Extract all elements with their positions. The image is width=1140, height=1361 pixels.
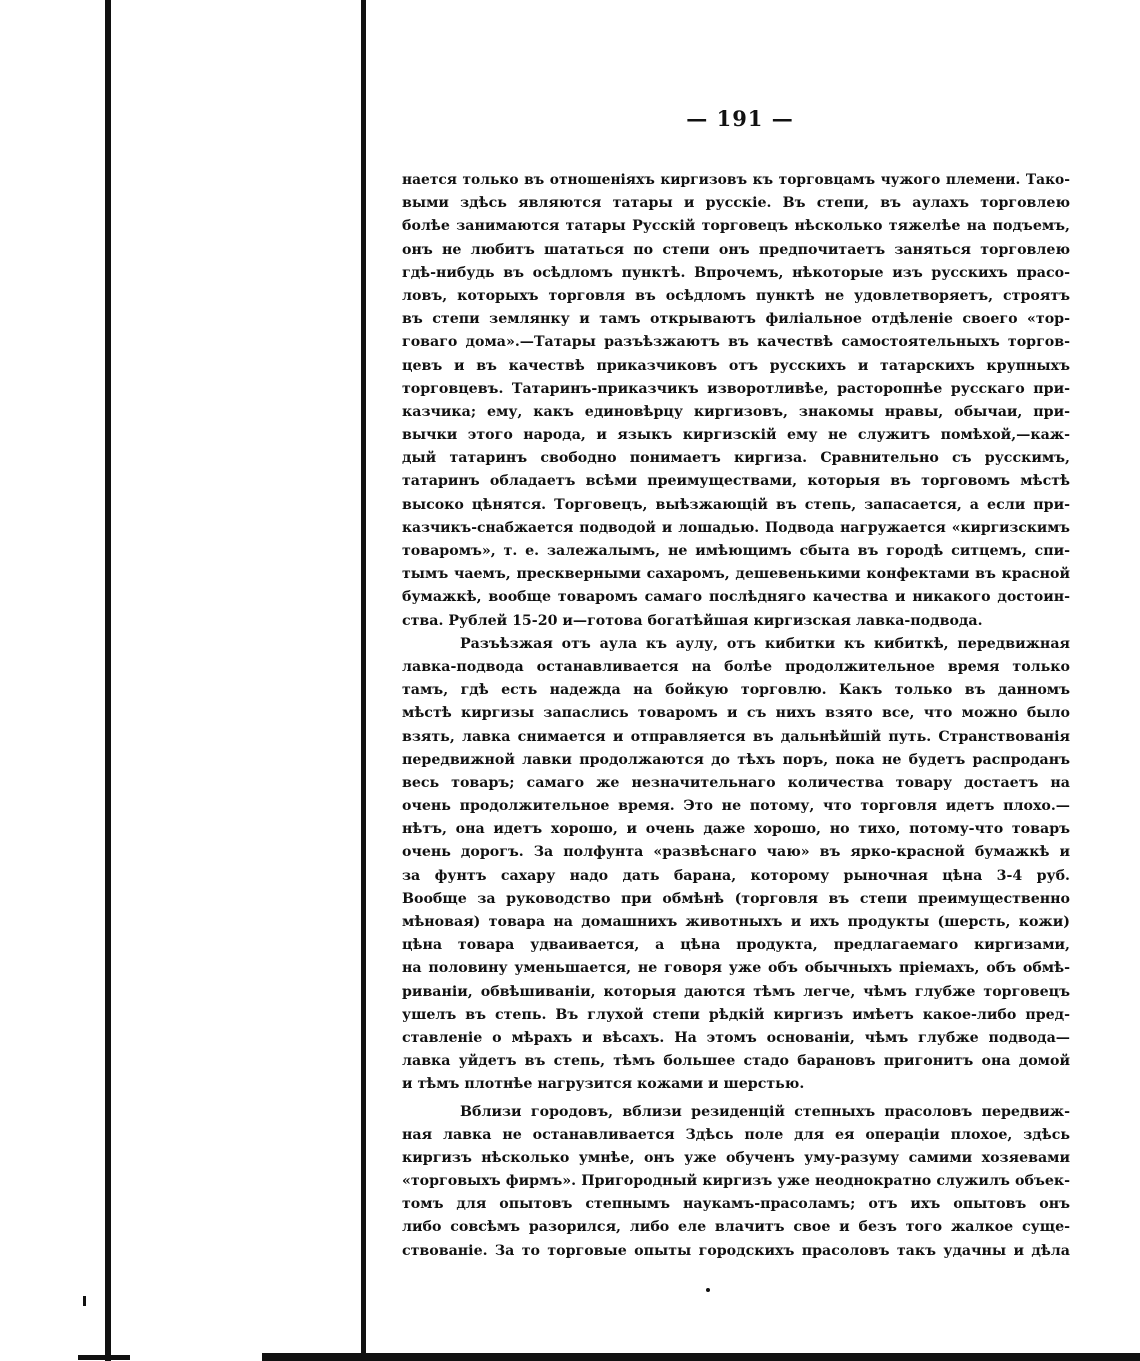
- text-line: за фунтъ сахару надо дать барана, которому рыночная цѣна 3-4 руб.: [402, 867, 1070, 884]
- text-line: нается только въ отношеніяхъ киргизовъ къ торговцамъ чужого племени. Тако-: [402, 172, 1070, 188]
- text-line: ставленіе о мѣрахъ и вѣсахъ. На этомъ основаніи, чѣмъ глубже подвода—: [402, 1029, 1070, 1046]
- text-line: дый татаринъ свободно понимаетъ киргиза. Сравнительно съ русскимъ,: [402, 450, 1070, 467]
- text-line: риваніи, обвѣшиваніи, которыя даются тѣмъ легче, чѣмъ глубже торговецъ: [402, 983, 1070, 1000]
- text-line: говаго дома».—Татары разъѣзжаютъ въ качествѣ самостоятельныхъ торгов-: [402, 334, 1070, 351]
- text-line: ствованіе. За то торговые опыты городскихъ прасоловъ такъ удачны и дѣла: [402, 1242, 1070, 1259]
- text-line: татаринъ обладаетъ всѣми преимуществами, которыя въ торговомъ мѣстѣ: [402, 473, 1070, 490]
- text-line: передвижной лавки продолжаются до тѣхъ поръ, пока не будетъ распроданъ: [402, 751, 1070, 768]
- text-line: ная лавка не останавливается Здѣсь поле для ея операціи плохое, здѣсь: [402, 1126, 1070, 1143]
- left-margin-mark: [83, 1296, 86, 1306]
- text-line: торговцевъ. Татаринъ-приказчикъ изворотливѣе, расторопнѣе русскаго при-: [402, 380, 1070, 397]
- text-line: высоко цѣнятся. Торговецъ, выѣзжающій въ степь, запасается, а если при-: [402, 496, 1070, 513]
- text-line: ушелъ въ степь. Въ глухой степи рѣдкій киргизъ имѣетъ какое-либо пред-: [402, 1006, 1070, 1023]
- text-line: вычки этого народа, и языкъ киргизскій ему не служитъ помѣхой,—каж-: [402, 427, 1070, 444]
- text-line: ловъ, которыхъ торговля въ осѣдломъ пунктѣ не удовлетворяетъ, строятъ: [402, 287, 1070, 304]
- text-line: очень продолжительное время. Это не потому, что торговля идетъ плохо.—: [402, 798, 1070, 815]
- text-line: бумажкѣ, вообще товаромъ самаго послѣдняго качества и никакого достоин-: [402, 589, 1070, 606]
- text-line: гдѣ-нибудь въ осѣдломъ пунктѣ. Впрочемъ, нѣкоторые изъ русскихъ прасо-: [402, 264, 1070, 281]
- text-line: киргизъ нѣсколько умнѣе, онъ уже обученъ уму-разуму самими хозяевами: [402, 1149, 1070, 1166]
- bottom-edge-rule-right: [262, 1353, 1140, 1361]
- text-line: Вблизи городовъ, вблизи резиденцій степныхъ прасоловъ передвиж-: [460, 1103, 1070, 1120]
- text-line: лавка уйдетъ въ степь, тѣмъ большее стадо барановъ пригонитъ она домой: [402, 1053, 1070, 1070]
- text-line: мѣстѣ киргизы запаслись товаромъ и съ нихъ взято все, что можно было: [402, 705, 1070, 722]
- paragraph-1: [402, 169, 1070, 633]
- left-scan-edge-rule: [105, 0, 111, 1361]
- text-line: казчика; ему, какъ единовѣрцу киргизовъ, знакомы нравы, обычаи, при-: [402, 403, 1070, 420]
- text-line: тымъ чаемъ, прескверными сахаромъ, дешевенькими конфектами въ красной: [402, 566, 1070, 583]
- text-line: томъ для опытовъ степнымъ наукамъ-прасоламъ; отъ ихъ опытовъ онъ: [402, 1196, 1070, 1213]
- text-line: очень дорогъ. За полфунта «развѣснаго чаю» въ ярко-красной бумажкѣ и: [402, 844, 1070, 861]
- text-line: взять, лавка снимается и отправляется въ дальнѣйшій путь. Странствованія: [402, 728, 1070, 745]
- text-line: «торговыхъ фирмъ». Пригородный киргизъ уже неоднократно служилъ объек-: [402, 1173, 1070, 1190]
- text-line: нѣтъ, она идетъ хорошо, и очень даже хорошо, но тихо, потому-что товаръ: [402, 821, 1070, 838]
- center-binding-rule: [361, 0, 366, 1361]
- page-number: — 191 —: [686, 106, 794, 131]
- body-text: [402, 169, 1070, 1263]
- text-line: лавка-подвода останавливается на болѣе продолжительное время только: [402, 658, 1070, 675]
- text-line: Вообще за руководство при обмѣнѣ (торговля въ степи преимущественно: [402, 890, 1070, 907]
- text-line: выми здѣсь являются татары и русскіе. Въ степи, въ аулахъ торговлею: [402, 195, 1070, 212]
- text-line: весь товаръ; самаго же незначительнаго количества товару достаетъ на: [402, 774, 1070, 791]
- text-line: казчикъ-снабжается подводой и лошадью. Подвода нагружается «киргизскимъ: [402, 519, 1070, 536]
- paragraph-2: [402, 633, 1070, 1097]
- text-line: онъ не любитъ шататься по степи онъ предпочитаетъ заняться торговлею: [402, 241, 1070, 258]
- paragraph-3: [402, 1101, 1070, 1263]
- text-line: на половину уменьшается, не говоря уже объ обычныхъ пріемахъ, объ обмѣ-: [402, 960, 1070, 977]
- bottom-speck: [706, 1288, 710, 1292]
- text-line: и тѣмъ плотнѣе нагрузится кожами и шерстью.: [402, 1076, 805, 1093]
- text-line: мѣновая) товара на домашнихъ животныхъ и ихъ продукты (шерсть, кожи): [402, 914, 1070, 930]
- bottom-edge-rule-left: [78, 1355, 130, 1360]
- text-line: болѣе занимаются татары Русскій торговецъ нѣсколько тяжелѣе на подъемъ,: [402, 218, 1070, 235]
- text-line: цѣна товара удваивается, а цѣна продукта, предлагаемаго киргизами,: [402, 937, 1070, 954]
- text-line: товаромъ», т. е. залежалымъ, не имѣющимъ сбыта въ городѣ ситцемъ, спи-: [402, 543, 1070, 559]
- text-line: цевъ и въ качествѣ приказчиковъ отъ русскихъ и татарскихъ крупныхъ: [402, 357, 1070, 374]
- text-line: въ степи землянку и тамъ открываютъ филіальное отдѣленіе своего «тор-: [402, 311, 1070, 328]
- text-line: ства. Рублей 15-20 и—готова богатѣйшая киргизская лавка-подвода.: [402, 612, 983, 629]
- text-line: тамъ, гдѣ есть надежда на бойкую торговлю. Какъ только въ данномъ: [402, 682, 1070, 699]
- text-line: Разъѣзжая отъ аула къ аулу, отъ кибитки къ кибиткѣ, передвижная: [460, 635, 1070, 652]
- text-line: либо совсѣмъ разорился, либо еле влачитъ свое и безъ того жалкое суще-: [402, 1219, 1070, 1236]
